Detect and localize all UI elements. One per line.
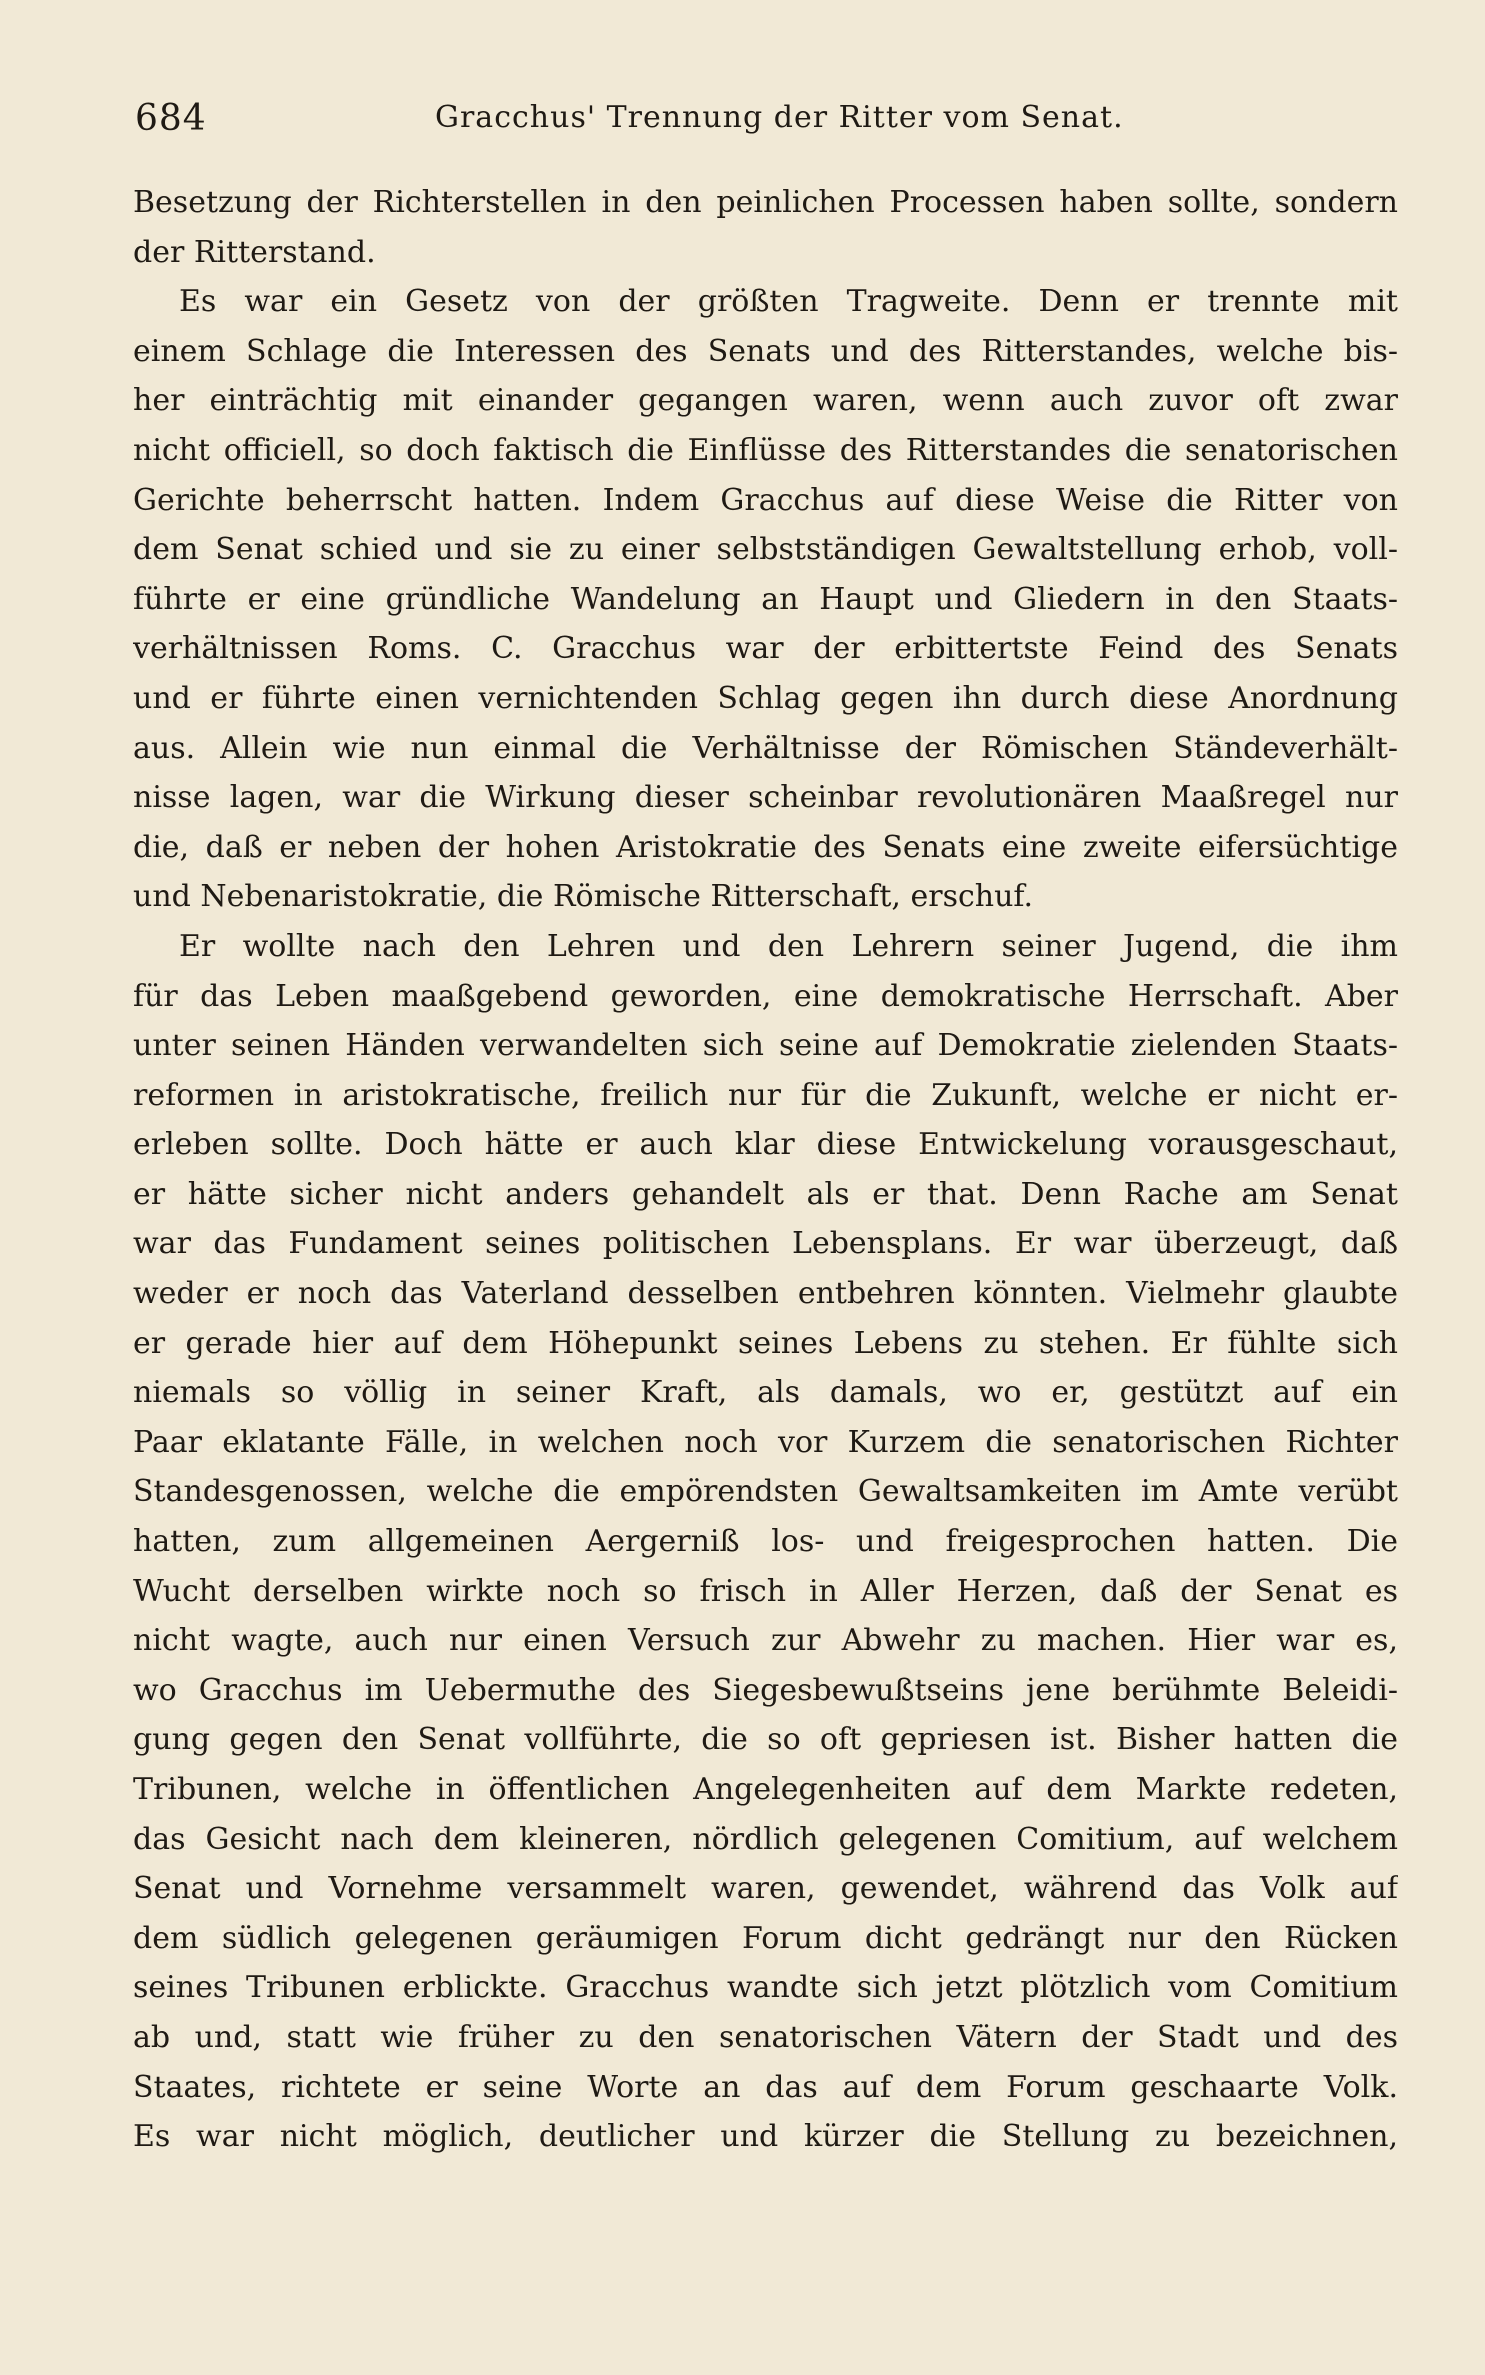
text-line: erleben sollte. Doch hätte er auch klar diese Entwickelung vorausgeschaut, xyxy=(133,1127,1398,1163)
text-line: war das Fundament seines politischen Lebensplans. Er war überzeugt, daß xyxy=(133,1226,1398,1262)
page-header xyxy=(135,98,1395,148)
page-body-text xyxy=(133,178,1398,2162)
text-line: nicht officiell, so doch faktisch die Einflüsse des Ritterstandes die senatorischen xyxy=(133,432,1398,468)
text-line: hatten, zum allgemeinen Aergerniß los- und freigesprochen hatten. Die xyxy=(133,1524,1398,1560)
text-line: ab und, statt wie früher zu den senatorischen Vätern der Stadt und des xyxy=(133,2019,1398,2055)
text-line: die, daß er neben der hohen Aristokratie des Senats eine zweite eifersüchtige xyxy=(133,829,1398,865)
text-line: niemals so völlig in seiner Kraft, als damals, wo er, gestützt auf ein xyxy=(133,1375,1398,1411)
running-title: Gracchus' Trennung der Ritter vom Senat. xyxy=(435,100,1124,135)
text-line: gung gegen den Senat vollführte, die so oft gepriesen ist. Bisher hatten die xyxy=(133,1722,1398,1758)
text-line: Es war ein Gesetz von der größten Tragweite. Denn er trennte mit xyxy=(179,284,1398,320)
text-line: er hätte sicher nicht anders gehandelt als er that. Denn Rache am Senat xyxy=(133,1176,1398,1212)
text-line: der Ritterstand. xyxy=(133,234,376,270)
text-line: dem südlich gelegenen geräumigen Forum dicht gedrängt nur den Rücken xyxy=(133,1920,1398,1956)
text-line: verhältnissen Roms. C. Gracchus war der erbittertste Feind des Senats xyxy=(133,631,1398,667)
text-line: dem Senat schied und sie zu einer selbstständigen Gewaltstellung erhob, voll- xyxy=(133,532,1398,568)
text-line: wo Gracchus im Uebermuthe des Siegesbewußtseins jene berühmte Beleidi- xyxy=(133,1672,1398,1708)
text-line: und er führte einen vernichtenden Schlag gegen ihn durch diese Anordnung xyxy=(133,680,1398,716)
text-line: reformen in aristokratische, freilich nur für die Zukunft, welche er nicht er- xyxy=(133,1077,1398,1113)
text-line: nicht wagte, auch nur einen Versuch zur Abwehr zu machen. Hier war es, xyxy=(133,1623,1398,1659)
text-line: Paar eklatante Fälle, in welchen noch vor Kurzem die senatorischen Richter xyxy=(133,1424,1398,1460)
text-line: seines Tribunen erblickte. Gracchus wandte sich jetzt plötzlich vom Comitium xyxy=(133,1970,1398,2006)
text-line: Tribunen, welche in öffentlichen Angelegenheiten auf dem Markte redeten, xyxy=(133,1772,1398,1807)
text-line: her einträchtig mit einander gegangen waren, wenn auch zuvor oft zwar xyxy=(133,383,1398,419)
text-line: nisse lagen, war die Wirkung dieser scheinbar revolutionären Maaßregel nur xyxy=(133,780,1398,816)
text-line: für das Leben maaßgebend geworden, eine demokratische Herrschaft. Aber xyxy=(133,978,1398,1014)
text-line: einem Schlage die Interessen des Senats und des Ritterstandes, welche bis- xyxy=(133,333,1398,369)
text-line: Standesgenossen, welche die empörendsten Gewaltsamkeiten im Amte verübt xyxy=(133,1474,1398,1510)
text-line: aus. Allein wie nun einmal die Verhältnisse der Römischen Ständeverhält- xyxy=(133,730,1398,766)
text-line: weder er noch das Vaterland desselben entbehren könnten. Vielmehr glaubte xyxy=(133,1276,1398,1312)
text-line: das Gesicht nach dem kleineren, nördlich gelegenen Comitium, auf welchem xyxy=(133,1821,1398,1857)
text-line: Staates, richtete er seine Worte an das auf dem Forum geschaarte Volk. xyxy=(133,2069,1398,2105)
text-line: Wucht derselben wirkte noch so frisch in Aller Herzen, daß der Senat es xyxy=(133,1573,1398,1609)
text-line: Es war nicht möglich, deutlicher und kürzer die Stellung zu bezeichnen, xyxy=(133,2119,1398,2155)
page-number: 684 xyxy=(135,98,207,139)
text-line: Besetzung der Richterstellen in den peinlichen Processen haben sollte, sondern xyxy=(133,185,1398,220)
text-line: unter seinen Händen verwandelten sich seine auf Demokratie zielenden Staats- xyxy=(133,1028,1398,1064)
text-line: und Nebenaristokratie, die Römische Ritterschaft, erschuf. xyxy=(133,879,1033,915)
text-line: Senat und Vornehme versammelt waren, gewendet, während das Volk auf xyxy=(133,1871,1398,1907)
text-line: Er wollte nach den Lehren und den Lehrern seiner Jugend, die ihm xyxy=(179,928,1398,964)
text-line: er gerade hier auf dem Höhepunkt seines Lebens zu stehen. Er fühlte sich xyxy=(133,1325,1398,1361)
text-line: führte er eine gründliche Wandelung an Haupt und Gliedern in den Staats- xyxy=(133,581,1398,617)
text-line: Gerichte beherrscht hatten. Indem Gracchus auf diese Weise die Ritter von xyxy=(133,482,1398,518)
